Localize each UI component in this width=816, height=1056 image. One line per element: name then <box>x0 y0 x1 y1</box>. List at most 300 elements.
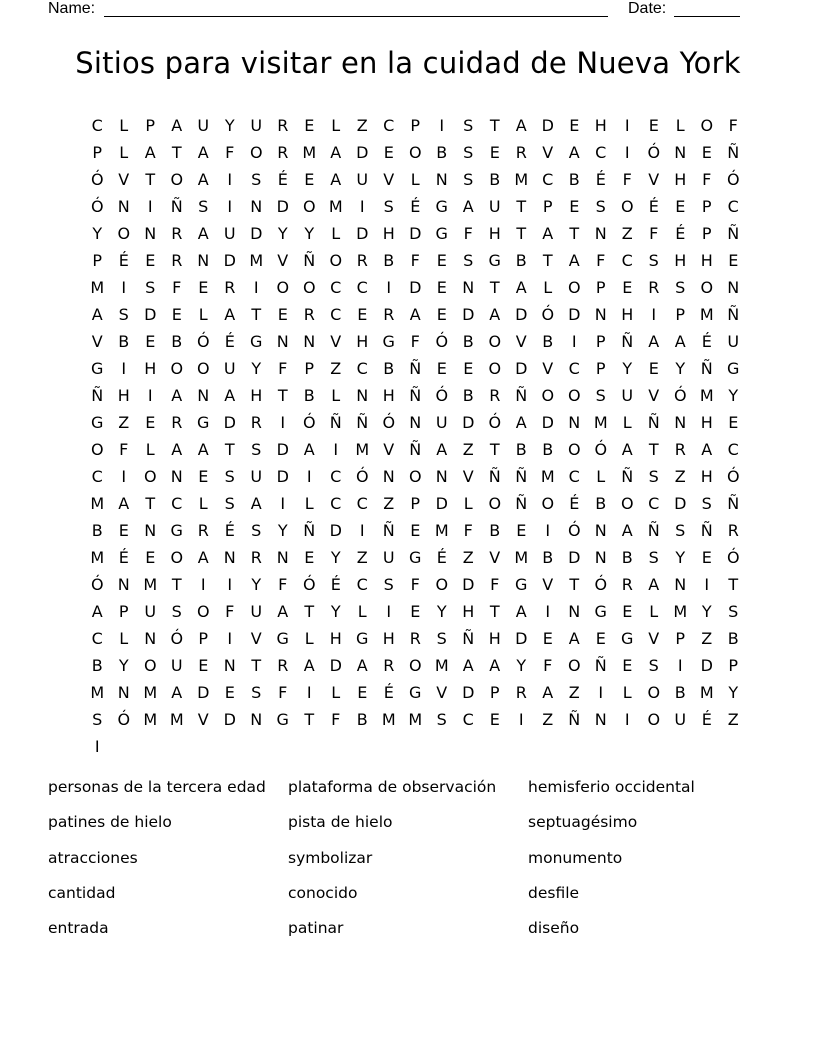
grid-letter: Ó <box>541 305 555 324</box>
grid-letter: U <box>727 332 740 351</box>
grid-letter: H <box>382 224 395 243</box>
grid-letter: E <box>463 359 474 378</box>
grid-letter: H <box>250 386 263 405</box>
grid-letter: M <box>434 521 449 540</box>
grid-letter: T <box>277 386 288 405</box>
grid-letter: I <box>280 413 286 432</box>
grid-letter: P <box>542 197 553 216</box>
grid-letter: C <box>330 467 342 486</box>
grid-letter: A <box>171 386 183 405</box>
grid-letter: N <box>594 305 607 324</box>
grid-letter: P <box>92 251 103 270</box>
grid-letter: E <box>701 548 712 567</box>
grid-letter: F <box>331 710 341 729</box>
grid-letter: É <box>410 197 421 216</box>
word-list-item: symbolizar <box>288 848 373 867</box>
grid-letter: L <box>543 278 553 297</box>
grid-letter: A <box>197 548 209 567</box>
grid-letter: B <box>171 332 183 351</box>
grid-letter: Y <box>330 548 341 567</box>
grid-letter: Ñ <box>409 386 422 405</box>
grid-letter: É <box>383 683 394 702</box>
grid-letter: T <box>489 116 500 135</box>
grid-letter: I <box>545 521 551 540</box>
grid-letter: R <box>171 251 183 270</box>
grid-letter: M <box>249 251 264 270</box>
grid-letter: E <box>145 413 156 432</box>
grid-letter: O <box>117 224 131 243</box>
grid-letter: L <box>649 602 659 621</box>
grid-letter: S <box>595 386 606 405</box>
grid-letter: E <box>383 143 394 162</box>
grid-letter: B <box>727 629 739 648</box>
grid-letter: A <box>436 440 448 459</box>
grid-letter: C <box>595 143 607 162</box>
grid-letter: Ñ <box>356 413 369 432</box>
grid-letter: L <box>622 683 632 702</box>
grid-letter: I <box>280 494 286 513</box>
grid-letter: I <box>147 386 153 405</box>
grid-letter: I <box>227 170 233 189</box>
grid-letter: M <box>328 197 343 216</box>
grid-letter: É <box>118 548 129 567</box>
grid-letter: A <box>489 656 501 675</box>
grid-letter: R <box>224 278 236 297</box>
grid-letter: G <box>276 710 289 729</box>
grid-letter: C <box>568 467 580 486</box>
grid-letter: E <box>622 656 633 675</box>
grid-letter: N <box>435 467 448 486</box>
grid-letter: V <box>250 629 262 648</box>
grid-letter: Z <box>621 224 633 243</box>
grid-letter: E <box>304 116 315 135</box>
grid-letter: S <box>728 602 739 621</box>
grid-letter: L <box>410 170 420 189</box>
grid-letter: P <box>728 656 739 675</box>
grid-letter: G <box>435 224 448 243</box>
grid-letter: D <box>250 224 263 243</box>
word-list-item: conocido <box>288 883 358 902</box>
grid-letter: E <box>198 656 209 675</box>
grid-letter: I <box>518 710 524 729</box>
grid-letter: P <box>92 143 103 162</box>
grid-letter: E <box>357 683 368 702</box>
grid-letter: G <box>276 629 289 648</box>
grid-letter: O <box>488 494 502 513</box>
grid-letter: O <box>567 278 581 297</box>
grid-letter: M <box>302 143 317 162</box>
grid-letter: D <box>568 305 581 324</box>
grid-letter: A <box>224 386 236 405</box>
grid-letter: D <box>462 413 475 432</box>
grid-letter: M <box>434 656 449 675</box>
grid-letter: R <box>727 521 739 540</box>
grid-letter: H <box>356 332 369 351</box>
grid-letter: V <box>197 710 209 729</box>
grid-letter: Y <box>675 548 686 567</box>
grid-letter: N <box>382 467 395 486</box>
grid-letter: E <box>277 305 288 324</box>
grid-letter: S <box>383 197 394 216</box>
grid-letter: E <box>569 197 580 216</box>
grid-letter: É <box>675 224 686 243</box>
grid-letter: U <box>621 386 634 405</box>
grid-letter: B <box>436 143 448 162</box>
grid-letter: S <box>436 710 447 729</box>
grid-letter: E <box>622 602 633 621</box>
grid-letter: Z <box>701 629 713 648</box>
grid-letter: G <box>515 575 528 594</box>
grid-letter: D <box>515 305 528 324</box>
grid-letter: O <box>143 656 157 675</box>
grid-letter: A <box>144 143 156 162</box>
grid-letter: L <box>463 494 473 513</box>
grid-letter: P <box>701 197 712 216</box>
grid-letter: D <box>329 521 342 540</box>
grid-letter: O <box>249 143 263 162</box>
grid-letter: R <box>303 305 315 324</box>
grid-letter: Y <box>118 656 129 675</box>
grid-letter: B <box>515 440 527 459</box>
grid-letter: I <box>333 440 339 459</box>
grid-letter: S <box>171 602 182 621</box>
grid-letter: N <box>250 197 263 216</box>
grid-letter: M <box>593 413 608 432</box>
grid-letter: M <box>699 386 714 405</box>
grid-letter: V <box>515 332 527 351</box>
grid-letter: É <box>569 494 580 513</box>
grid-letter: R <box>277 656 289 675</box>
grid-letter: I <box>306 467 312 486</box>
grid-letter: B <box>118 332 130 351</box>
grid-letter: D <box>223 710 236 729</box>
grid-letter: A <box>568 629 580 648</box>
grid-letter: P <box>410 494 421 513</box>
grid-letter: N <box>594 224 607 243</box>
grid-letter: F <box>649 224 659 243</box>
grid-letter: R <box>277 143 289 162</box>
grid-letter: É <box>648 197 659 216</box>
grid-letter: Ó <box>117 710 131 729</box>
grid-letter: T <box>542 251 553 270</box>
grid-letter: E <box>595 629 606 648</box>
grid-letter: D <box>541 413 554 432</box>
grid-letter: A <box>621 521 633 540</box>
grid-letter: Ó <box>170 629 184 648</box>
grid-letter: P <box>145 116 156 135</box>
grid-letter: Ó <box>196 332 210 351</box>
grid-letter: N <box>223 656 236 675</box>
grid-letter: M <box>514 548 529 567</box>
grid-letter: H <box>700 251 713 270</box>
grid-letter: R <box>383 656 395 675</box>
grid-letter: A <box>197 170 209 189</box>
grid-letter: V <box>118 170 130 189</box>
grid-letter: Ó <box>647 143 661 162</box>
grid-letter: O <box>408 467 422 486</box>
grid-letter: O <box>196 359 210 378</box>
grid-letter: I <box>359 521 365 540</box>
grid-letter: C <box>356 494 368 513</box>
grid-letter: F <box>278 359 288 378</box>
grid-letter: N <box>674 413 687 432</box>
grid-letter: B <box>91 656 103 675</box>
grid-letter: E <box>648 116 659 135</box>
grid-letter: I <box>651 305 657 324</box>
grid-letter: S <box>595 197 606 216</box>
grid-letter: G <box>409 683 422 702</box>
grid-letter: Y <box>277 224 288 243</box>
page-title: Sitios para visitar en la cuidad de Nueva York <box>75 46 741 80</box>
grid-letter: G <box>356 629 369 648</box>
grid-letter: R <box>648 278 660 297</box>
word-list-item: diseño <box>528 919 580 938</box>
grid-letter: S <box>145 278 156 297</box>
grid-letter: F <box>225 602 235 621</box>
grid-letter: D <box>462 305 475 324</box>
grid-letter: B <box>515 251 527 270</box>
grid-letter: N <box>276 548 289 567</box>
grid-letter: A <box>409 305 421 324</box>
grid-letter: M <box>143 683 158 702</box>
grid-letter: M <box>699 683 714 702</box>
grid-letter: D <box>435 494 448 513</box>
grid-letter: A <box>303 440 315 459</box>
grid-letter: G <box>250 332 263 351</box>
grid-letter: T <box>489 602 500 621</box>
grid-letter: O <box>90 440 104 459</box>
grid-letter: Ó <box>594 575 608 594</box>
grid-letter: T <box>251 305 262 324</box>
grid-letter: S <box>118 305 129 324</box>
grid-letter: A <box>91 305 103 324</box>
grid-letter: S <box>383 575 394 594</box>
grid-letter: L <box>145 440 155 459</box>
grid-letter: C <box>356 359 368 378</box>
grid-letter: É <box>224 521 235 540</box>
grid-letter: P <box>304 359 315 378</box>
grid-letter: A <box>648 575 660 594</box>
word-list-item: septuagésimo <box>528 813 638 832</box>
grid-letter: A <box>171 440 183 459</box>
word-list-item: cantidad <box>48 883 116 902</box>
grid-letter: P <box>410 116 421 135</box>
grid-letter: N <box>117 683 130 702</box>
grid-letter: U <box>223 224 236 243</box>
grid-letter: N <box>197 251 210 270</box>
grid-letter: N <box>674 575 687 594</box>
grid-letter: N <box>462 278 475 297</box>
grid-letter: D <box>144 305 157 324</box>
grid-letter: Ó <box>90 197 104 216</box>
grid-letter: B <box>542 548 554 567</box>
word-list-item: hemisferio occidental <box>528 778 695 796</box>
grid-letter: O <box>700 278 714 297</box>
grid-letter: H <box>674 251 687 270</box>
grid-letter: T <box>516 224 527 243</box>
grid-letter: R <box>250 548 262 567</box>
grid-letter: Z <box>462 440 474 459</box>
grid-letter: A <box>648 332 660 351</box>
grid-letter: T <box>516 197 527 216</box>
grid-letter: O <box>143 467 157 486</box>
grid-letter: R <box>197 521 209 540</box>
grid-letter: D <box>276 467 289 486</box>
grid-letter: S <box>251 521 262 540</box>
grid-letter: S <box>251 683 262 702</box>
grid-letter: E <box>304 170 315 189</box>
grid-letter: Ñ <box>727 494 740 513</box>
grid-letter: D <box>276 197 289 216</box>
grid-letter: M <box>90 494 105 513</box>
grid-letter: Ñ <box>727 224 740 243</box>
grid-letter: G <box>91 413 104 432</box>
grid-letter: U <box>197 116 210 135</box>
grid-letter: F <box>490 575 500 594</box>
grid-letter: Y <box>330 602 341 621</box>
grid-letter: E <box>436 305 447 324</box>
grid-letter: H <box>329 629 342 648</box>
grid-letter: Ñ <box>329 413 342 432</box>
grid-letter: O <box>620 494 634 513</box>
grid-letter: L <box>331 683 341 702</box>
grid-letter: T <box>251 656 262 675</box>
grid-letter: A <box>568 143 580 162</box>
grid-letter: A <box>118 494 130 513</box>
grid-letter: T <box>489 440 500 459</box>
grid-letter: H <box>700 413 713 432</box>
grid-letter: F <box>463 521 473 540</box>
grid-letter: T <box>171 143 182 162</box>
grid-letter: S <box>648 548 659 567</box>
grid-letter: P <box>595 332 606 351</box>
grid-letter: B <box>489 521 501 540</box>
grid-letter: C <box>91 116 103 135</box>
grid-letter: I <box>227 629 233 648</box>
grid-letter: V <box>542 575 554 594</box>
grid-letter: D <box>223 413 236 432</box>
grid-letter: V <box>648 170 660 189</box>
grid-letter: A <box>224 305 236 324</box>
grid-letter: U <box>674 710 687 729</box>
grid-letter: N <box>568 602 581 621</box>
grid-letter: M <box>90 548 105 567</box>
date-blank-line <box>674 16 740 17</box>
grid-letter: É <box>701 332 712 351</box>
grid-letter: E <box>145 251 156 270</box>
grid-letter: U <box>250 602 263 621</box>
grid-letter: I <box>386 602 392 621</box>
grid-letter: C <box>621 251 633 270</box>
grid-letter: O <box>276 278 290 297</box>
grid-letter: D <box>515 359 528 378</box>
grid-letter: M <box>381 710 396 729</box>
grid-letter: Ñ <box>594 656 607 675</box>
grid-letter: Ó <box>435 386 449 405</box>
grid-letter: G <box>409 548 422 567</box>
grid-letter: V <box>462 467 474 486</box>
grid-letter: O <box>435 575 449 594</box>
grid-letter: R <box>171 413 183 432</box>
grid-letter: Ñ <box>621 332 634 351</box>
grid-letter: Ó <box>355 467 369 486</box>
grid-letter: V <box>277 251 289 270</box>
grid-letter: C <box>542 170 554 189</box>
grid-letter: Z <box>727 710 739 729</box>
grid-letter: E <box>436 359 447 378</box>
grid-letter: O <box>620 197 634 216</box>
grid-letter: F <box>278 575 288 594</box>
grid-letter: E <box>516 521 527 540</box>
grid-letter: C <box>91 467 103 486</box>
grid-letter: P <box>701 224 712 243</box>
grid-letter: S <box>224 467 235 486</box>
grid-letter: E <box>728 251 739 270</box>
grid-letter: Y <box>516 656 527 675</box>
grid-letter: Ó <box>726 548 740 567</box>
grid-letter: U <box>435 413 448 432</box>
grid-letter: L <box>357 602 367 621</box>
date-label: Date: <box>628 0 667 17</box>
grid-letter: I <box>121 278 127 297</box>
grid-letter: O <box>170 548 184 567</box>
grid-letter: N <box>594 548 607 567</box>
grid-letter: E <box>489 143 500 162</box>
grid-letter: B <box>462 386 474 405</box>
grid-letter: N <box>276 332 289 351</box>
grid-letter: G <box>91 359 104 378</box>
grid-letter: A <box>277 602 289 621</box>
grid-letter: I <box>359 197 365 216</box>
grid-letter: O <box>302 197 316 216</box>
grid-letter: I <box>677 656 683 675</box>
grid-letter: T <box>569 575 580 594</box>
grid-letter: Z <box>383 494 395 513</box>
grid-letter: H <box>674 170 687 189</box>
grid-letter: S <box>463 143 474 162</box>
grid-letter: H <box>117 386 130 405</box>
grid-letter: S <box>224 494 235 513</box>
grid-letter: É <box>330 575 341 594</box>
grid-letter: Z <box>674 467 686 486</box>
grid-letter: S <box>436 629 447 648</box>
grid-letter: E <box>436 278 447 297</box>
grid-letter: P <box>118 602 129 621</box>
grid-letter: C <box>568 359 580 378</box>
grid-letter: Ñ <box>91 386 104 405</box>
grid-letter: Ñ <box>568 710 581 729</box>
grid-letter: L <box>198 494 208 513</box>
grid-letter: N <box>727 278 740 297</box>
grid-letter: N <box>197 386 210 405</box>
grid-letter: U <box>170 656 183 675</box>
grid-letter: S <box>648 656 659 675</box>
grid-letter: I <box>147 197 153 216</box>
grid-letter: F <box>543 656 553 675</box>
grid-letter: S <box>251 170 262 189</box>
grid-letter: C <box>330 494 342 513</box>
grid-letter: U <box>382 548 395 567</box>
grid-letter: G <box>197 413 210 432</box>
grid-letter: Ñ <box>727 143 740 162</box>
grid-letter: B <box>568 170 580 189</box>
name-blank-line <box>104 16 608 17</box>
grid-letter: A <box>250 494 262 513</box>
grid-letter: I <box>598 683 604 702</box>
grid-letter: G <box>170 521 183 540</box>
grid-letter: O <box>567 386 581 405</box>
grid-letter: N <box>356 386 369 405</box>
